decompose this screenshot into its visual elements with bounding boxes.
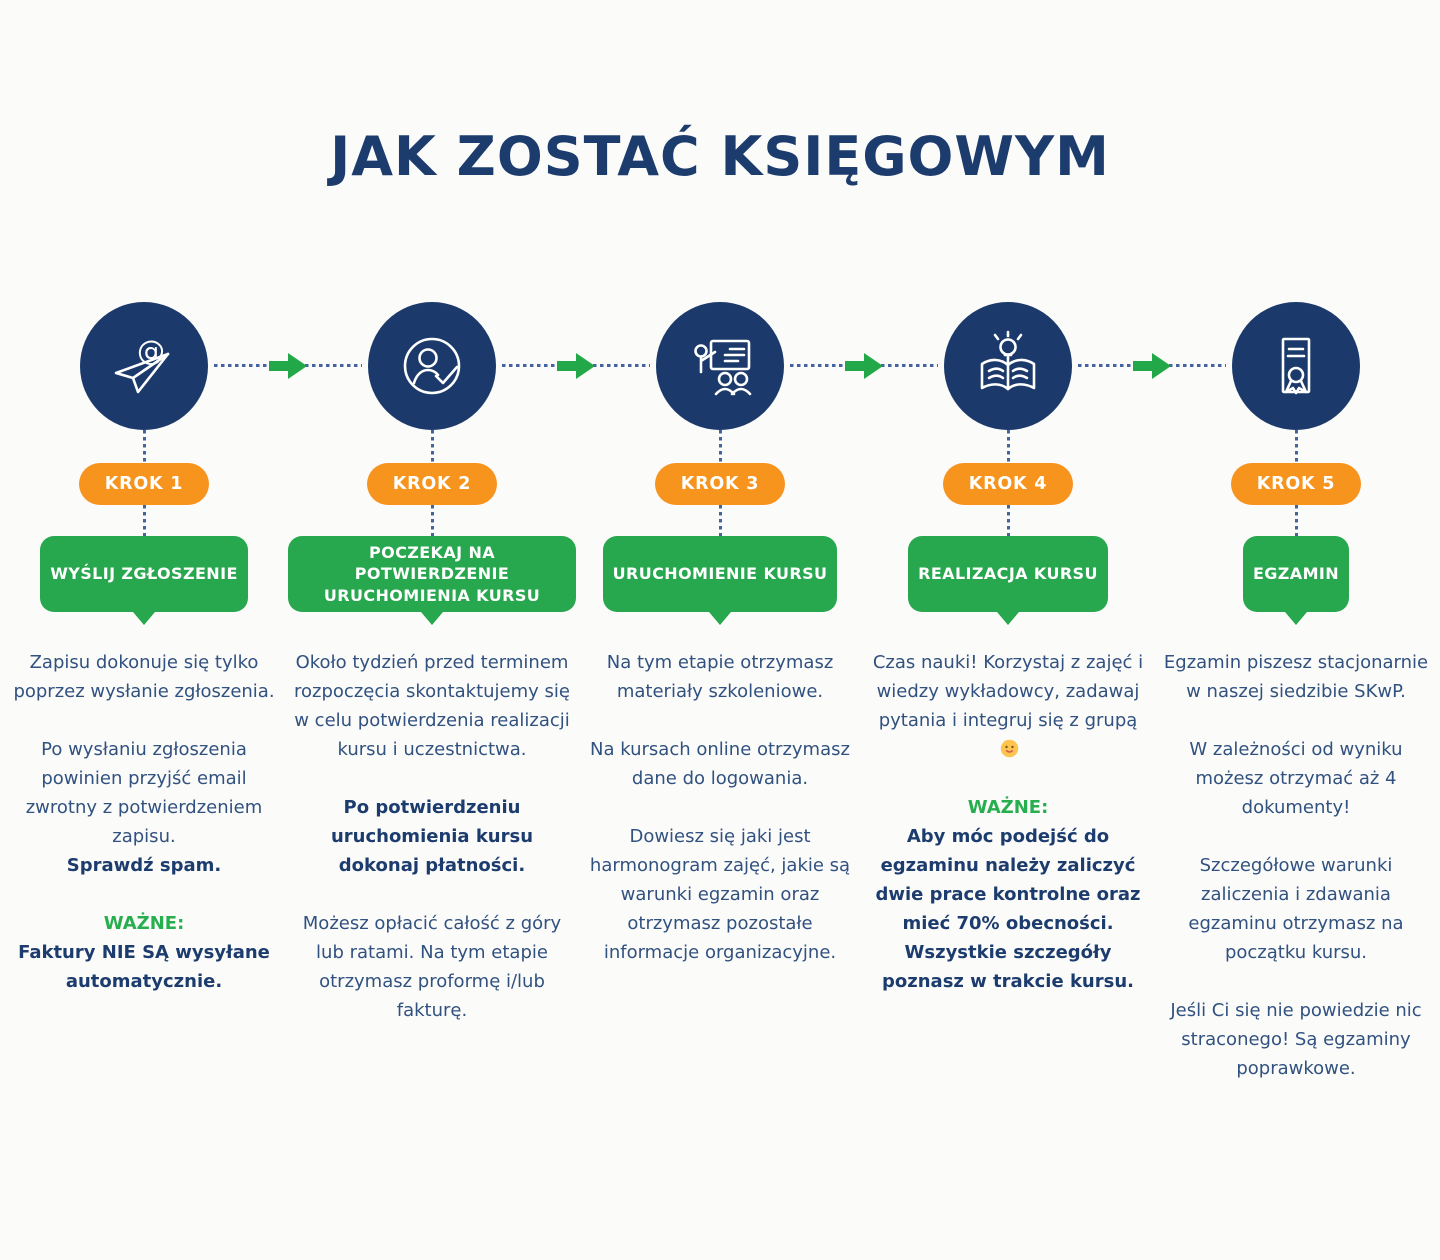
dotted-connector xyxy=(143,430,146,463)
step-4-circle xyxy=(944,302,1072,430)
step-2-body xyxy=(294,648,570,1025)
page-title: JAK ZOSTAĆ KSIĘGOWYM xyxy=(330,125,1110,188)
step-3-paragraph: Na tym etapie otrzymasz materiały szkoleniowe. xyxy=(606,652,834,702)
step-5-paragraph: Egzamin piszesz stacjonarnie w naszej siedzibie SKwP. xyxy=(1163,652,1429,702)
step-4-paragraph xyxy=(870,648,1146,764)
step-1-badge: KROK 1 xyxy=(79,463,210,505)
step-1-bubble xyxy=(40,536,248,612)
step-2-badge: KROK 2 xyxy=(367,463,498,505)
svg-text:@: @ xyxy=(137,334,165,367)
step-3-bubble-label: URUCHOMIENIE KURSU xyxy=(612,564,828,584)
step-1 xyxy=(0,302,288,1083)
step-2-paragraph: Możesz opłacić całość z góry lub ratami. Na tym etapie otrzymasz proformę i/lub fakturę. xyxy=(302,913,562,1021)
smiley-emoji xyxy=(999,738,1020,759)
certificate-icon xyxy=(1256,326,1336,406)
dotted-connector xyxy=(431,505,434,536)
dotted-connector xyxy=(1295,430,1298,463)
step-1-circle xyxy=(80,302,208,430)
step-5-paragraph: Jeśli Ci się nie powiedzie nic straconego! Są egzaminy poprawkowe. xyxy=(1170,1000,1422,1079)
step-1-paragraph: Sprawdź spam. xyxy=(66,855,222,876)
step-2-paragraph: Około tydzień przed terminem rozpoczęcia skontaktujemy się w celu potwierdzenia realizacji kursu i uczestnictwa. xyxy=(294,652,570,760)
dotted-connector xyxy=(143,505,146,536)
step-3-body xyxy=(582,648,858,967)
step-2-bubble-label: POCZEKAJ NA POTWIERDZENIE URUCHOMIENIA KURSU xyxy=(323,543,541,605)
arrow-right-icon xyxy=(845,351,883,381)
step-2-circle xyxy=(368,302,496,430)
step-3-circle xyxy=(656,302,784,430)
step-4 xyxy=(864,302,1152,1083)
step-5-paragraph: W zależności od wyniku możesz otrzymać aż 4 dokumenty! xyxy=(1189,739,1403,818)
step-4-important-label: WAŻNE: xyxy=(967,797,1049,818)
arrow-right-icon xyxy=(1133,351,1171,381)
step-4-body xyxy=(870,648,1146,996)
step-1-important-text: Faktury NIE SĄ wysyłane automatycznie. xyxy=(18,942,270,992)
step-5-badge: KROK 5 xyxy=(1231,463,1362,505)
steps-row xyxy=(0,302,1440,1083)
step-3-badge: KROK 3 xyxy=(655,463,786,505)
step-1-paragraph: Po wysłaniu zgłoszenia powinien przyjść email zwrotny z potwierdzeniem zapisu. xyxy=(25,739,263,847)
step-5-bubble-label: EGZAMIN xyxy=(1252,564,1340,584)
dotted-connector xyxy=(1007,430,1010,463)
arrow-right-icon xyxy=(557,351,595,381)
step-1-body xyxy=(6,648,282,996)
step-4-badge: KROK 4 xyxy=(943,463,1074,505)
dotted-connector xyxy=(431,430,434,463)
step-2 xyxy=(288,302,576,1083)
email-send-icon xyxy=(104,326,184,406)
step-4-important-text: Aby móc podejść do egzaminu należy zaliczyć dwie prace kontrolne oraz mieć 70% obecności. Wszystkie szczegóły poznasz w trakcie kursu. xyxy=(875,826,1141,992)
dotted-connector xyxy=(719,430,722,463)
step-4-bubble xyxy=(908,536,1108,612)
step-1-paragraph: Zapisu dokonuje się tylko poprzez wysłanie zgłoszenia. xyxy=(13,652,275,702)
dotted-connector xyxy=(1007,505,1010,536)
step-3 xyxy=(576,302,864,1083)
dotted-connector xyxy=(719,505,722,536)
step-5-bubble xyxy=(1243,536,1349,612)
step-4-paragraph-text: Czas nauki! Korzystaj z zajęć i wiedzy wykładowcy, zadawaj pytania i integruj się z grupą xyxy=(872,652,1144,731)
step-5 xyxy=(1152,302,1440,1083)
step-4-bubble-label: REALIZACJA KURSU xyxy=(918,564,1098,584)
step-1-important-label: WAŻNE: xyxy=(103,913,185,934)
step-2-paragraph: Po potwierdzeniu uruchomienia kursu dokonaj płatności. xyxy=(330,797,534,876)
person-confirmed-icon xyxy=(392,326,472,406)
training-class-icon xyxy=(680,326,760,406)
step-3-bubble xyxy=(603,536,838,612)
step-5-paragraph: Szczegółowe warunki zaliczenia i zdawania egzaminu otrzymasz na początku kursu. xyxy=(1188,855,1404,963)
open-book-idea-icon xyxy=(968,326,1048,406)
arrow-right-icon xyxy=(269,351,307,381)
step-5-circle xyxy=(1232,302,1360,430)
dotted-connector xyxy=(1295,505,1298,536)
step-3-paragraph: Dowiesz się jaki jest harmonogram zajęć, jakie są warunki egzamin oraz otrzymasz pozostałe informacje organizacyjne. xyxy=(589,826,851,963)
step-3-paragraph: Na kursach online otrzymasz dane do logowania. xyxy=(590,739,850,789)
step-1-bubble-label: WYŚLIJ ZGŁOSZENIE xyxy=(50,564,238,584)
step-2-bubble xyxy=(288,536,576,612)
step-5-body xyxy=(1158,648,1434,1083)
